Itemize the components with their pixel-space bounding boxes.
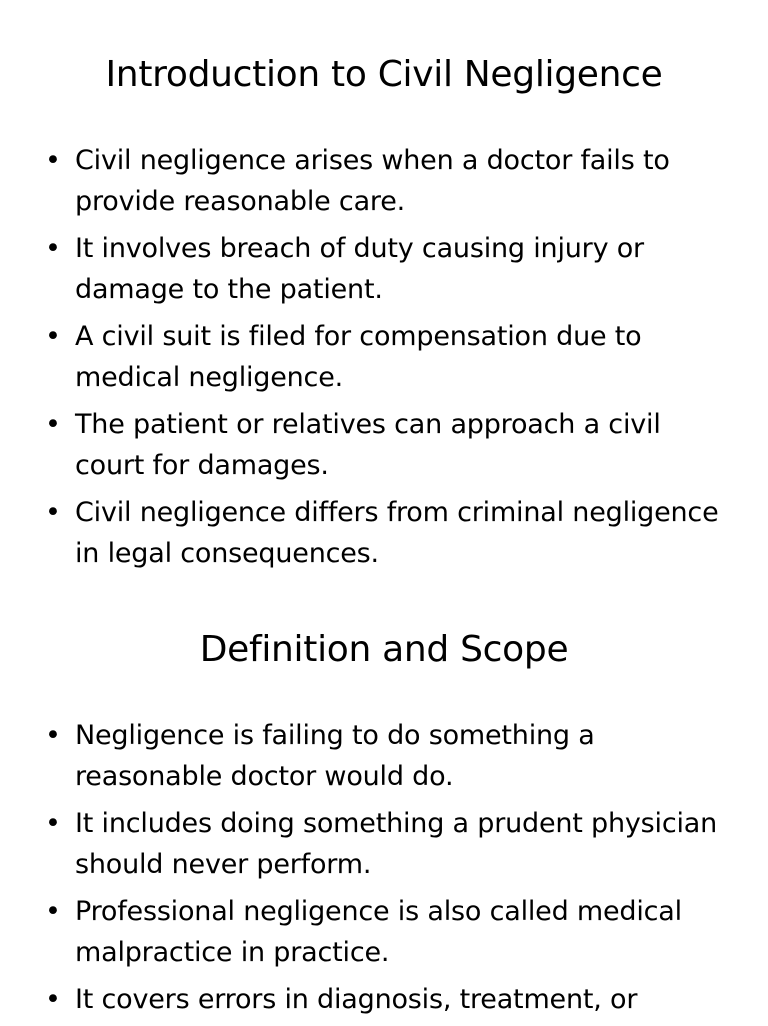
bullet-item bbox=[0, 979, 768, 1020]
bullet-text: Professional negligence is also called medical malpractice in practice. bbox=[75, 896, 682, 968]
bullet-text: The patient or relatives can approach a civil court for damages. bbox=[75, 409, 661, 481]
slide-definition bbox=[0, 628, 768, 1026]
bullet-icon: • bbox=[45, 720, 61, 751]
bullet-list bbox=[0, 715, 768, 1020]
bullet-text: It includes doing something a prudent physician should never perform. bbox=[75, 808, 718, 880]
slide-title: Introduction to Civil Negligence bbox=[105, 54, 663, 95]
bullet-item bbox=[0, 316, 768, 398]
slide-title: Definition and Scope bbox=[199, 629, 569, 670]
bullet-icon: • bbox=[45, 145, 61, 176]
bullet-text: It involves breach of duty causing injury or damage to the patient. bbox=[75, 233, 644, 305]
bullet-icon: • bbox=[45, 409, 61, 440]
bullet-icon: • bbox=[45, 984, 61, 1015]
bullet-icon: • bbox=[45, 233, 61, 264]
bullet-item bbox=[0, 228, 768, 310]
slide-introduction bbox=[0, 53, 768, 580]
bullet-icon: • bbox=[45, 808, 61, 839]
bullet-item bbox=[0, 140, 768, 222]
bullet-item bbox=[0, 803, 768, 885]
bullet-text: Negligence is failing to do something a reasonable doctor would do. bbox=[75, 720, 595, 792]
bullet-list bbox=[0, 140, 768, 574]
bullet-text: Civil negligence differs from criminal negligence in legal consequences. bbox=[75, 497, 719, 569]
bullet-text: It covers errors in diagnosis, treatment, or bbox=[75, 984, 638, 1015]
bullet-icon: • bbox=[45, 896, 61, 927]
bullet-item bbox=[0, 715, 768, 797]
bullet-icon: • bbox=[45, 321, 61, 352]
bullet-text: Civil negligence arises when a doctor fails to provide reasonable care. bbox=[75, 145, 670, 217]
bullet-item bbox=[0, 891, 768, 973]
bullet-icon: • bbox=[45, 497, 61, 528]
bullet-item bbox=[0, 404, 768, 486]
bullet-item bbox=[0, 492, 768, 574]
bullet-text: A civil suit is filed for compensation due to medical negligence. bbox=[75, 321, 642, 393]
